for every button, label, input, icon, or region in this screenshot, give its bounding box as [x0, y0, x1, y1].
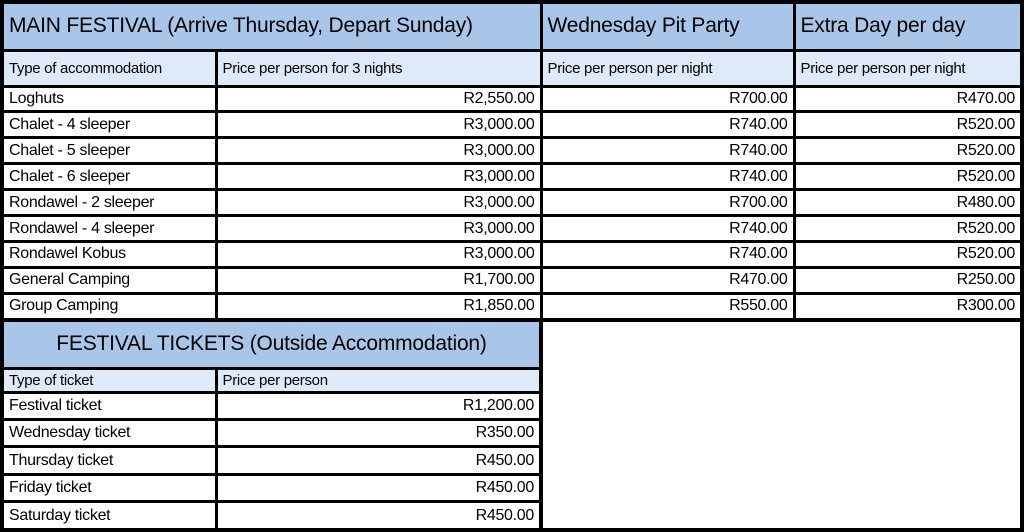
col-header-ticket-price: Price per person [216, 368, 541, 392]
price-3-nights-cell: R3,000.00 [216, 164, 541, 190]
ticket-type-cell: Wednesday ticket [2, 419, 216, 446]
accommodation-cell: Chalet - 5 sleeper [2, 138, 216, 164]
col-header-extra-day-price: Price per person per night [794, 50, 1022, 86]
accommodation-cell: Chalet - 6 sleeper [2, 164, 216, 190]
price-3-nights-cell: R2,550.00 [216, 86, 541, 112]
pit-party-price-cell: R740.00 [541, 242, 794, 268]
ticket-price-cell: R450.00 [216, 502, 541, 530]
main-subheader-row [2, 50, 1022, 86]
ticket-price-cell: R350.00 [216, 419, 541, 446]
ticket-type-cell: Saturday ticket [2, 502, 216, 530]
price-3-nights-cell: R1,850.00 [216, 293, 541, 320]
table-row [2, 86, 1022, 112]
festival-tickets-table [0, 318, 543, 532]
price-3-nights-cell: R3,000.00 [216, 190, 541, 216]
ticket-type-cell: Festival ticket [2, 392, 216, 419]
price-3-nights-cell: R1,700.00 [216, 267, 541, 293]
ticket-price-cell: R450.00 [216, 447, 541, 474]
tickets-header-row [2, 320, 541, 368]
table-row [2, 502, 541, 530]
table-row [2, 112, 1022, 138]
extra-day-price-cell: R300.00 [794, 293, 1022, 320]
table-row [2, 392, 541, 419]
accommodation-cell: Rondawel Kobus [2, 242, 216, 268]
table-row [2, 190, 1022, 216]
ticket-price-cell: R450.00 [216, 474, 541, 501]
ticket-type-cell: Friday ticket [2, 474, 216, 501]
tickets-subheader-row [2, 368, 541, 392]
extra-day-price-cell: R480.00 [794, 190, 1022, 216]
accommodation-cell: Rondawel - 2 sleeper [2, 190, 216, 216]
price-3-nights-cell: R3,000.00 [216, 112, 541, 138]
accommodation-cell: Loghuts [2, 86, 216, 112]
extra-day-price-cell: R470.00 [794, 86, 1022, 112]
col-header-ticket-type: Type of ticket [2, 368, 216, 392]
pit-party-price-cell: R700.00 [541, 86, 794, 112]
accommodation-cell: Chalet - 4 sleeper [2, 112, 216, 138]
table-row [2, 216, 1022, 242]
pit-party-price-cell: R740.00 [541, 112, 794, 138]
accommodation-cell: General Camping [2, 267, 216, 293]
table-row [2, 138, 1022, 164]
ticket-type-cell: Thursday ticket [2, 447, 216, 474]
table-row [2, 474, 541, 501]
accommodation-cell: Group Camping [2, 293, 216, 320]
extra-day-price-cell: R520.00 [794, 138, 1022, 164]
pit-party-price-cell: R550.00 [541, 293, 794, 320]
pit-party-price-cell: R740.00 [541, 164, 794, 190]
main-festival-title: MAIN FESTIVAL (Arrive Thursday, Depart Sunday) [2, 2, 541, 50]
extra-day-title: Extra Day per day [794, 2, 1022, 50]
table-row [2, 419, 541, 446]
pit-party-title: Wednesday Pit Party [541, 2, 794, 50]
col-header-pit-party-price: Price per person per night [541, 50, 794, 86]
pit-party-price-cell: R740.00 [541, 216, 794, 242]
table-row [2, 242, 1022, 268]
extra-day-price-cell: R520.00 [794, 112, 1022, 138]
accommodation-cell: Rondawel - 4 sleeper [2, 216, 216, 242]
festival-tickets-title: FESTIVAL TICKETS (Outside Accommodation) [2, 320, 541, 368]
extra-day-price-cell: R520.00 [794, 164, 1022, 190]
table-row [2, 447, 541, 474]
price-3-nights-cell: R3,000.00 [216, 138, 541, 164]
price-3-nights-cell: R3,000.00 [216, 216, 541, 242]
col-header-accommodation: Type of accommodation [2, 50, 216, 86]
table-row [2, 164, 1022, 190]
price-3-nights-cell: R3,000.00 [216, 242, 541, 268]
extra-day-price-cell: R520.00 [794, 242, 1022, 268]
main-header-row [2, 2, 1022, 50]
extra-day-price-cell: R520.00 [794, 216, 1022, 242]
pit-party-price-cell: R470.00 [541, 267, 794, 293]
table-row [2, 267, 1022, 293]
pit-party-price-cell: R740.00 [541, 138, 794, 164]
ticket-price-cell: R1,200.00 [216, 392, 541, 419]
extra-day-price-cell: R250.00 [794, 267, 1022, 293]
pit-party-price-cell: R700.00 [541, 190, 794, 216]
empty-region [543, 318, 1024, 532]
col-header-price-3-nights: Price per person for 3 nights [216, 50, 541, 86]
table-row [2, 293, 1022, 320]
